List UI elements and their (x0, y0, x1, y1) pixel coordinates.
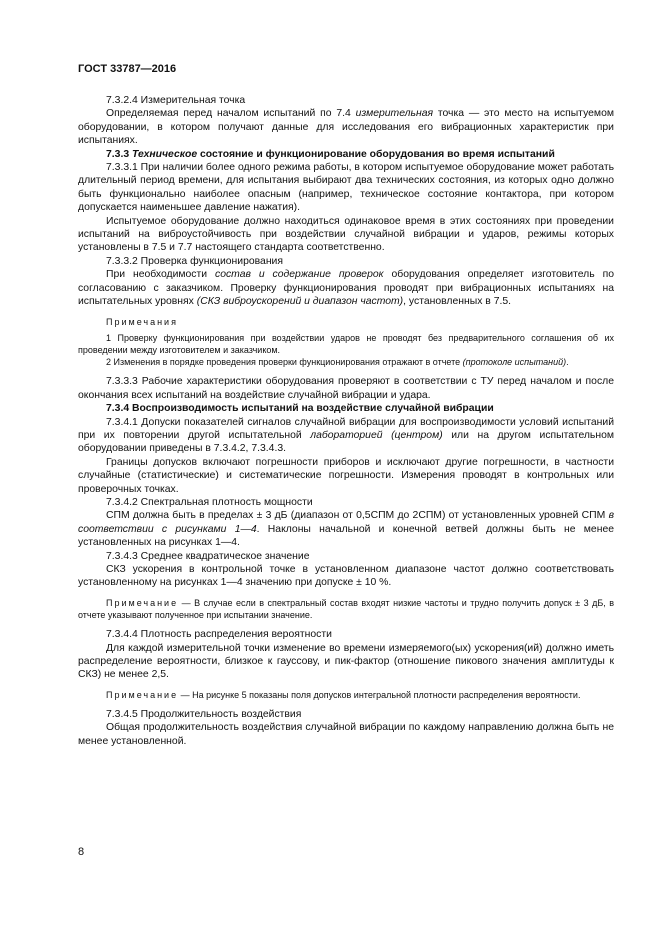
page-number: 8 (78, 846, 85, 858)
document-body (78, 94, 614, 748)
section-7-3-4-5-text: Общая продолжительность воздействия случайной вибрации по каждому направлению должна быть не менее установленной. (78, 722, 614, 747)
section-7-3-4-4-heading: 7.3.4.4 Плотность распределения вероятности (106, 629, 332, 641)
section-7-3-4-2-heading: 7.3.4.2 Спектральная плотность мощности (106, 496, 313, 508)
section-7-3-2-4-heading: 7.3.2.4 Измерительная точка (106, 95, 246, 106)
section-7-3-3-3-text: 7.3.3.3 Рабочие характеристики оборудования проверяют в соответствии с ТУ перед началом и после окончания всех испытаний на воздействие случайной вибрации и удара. (78, 376, 614, 401)
note-spectral: Примечание — В случае если в спектральный состав входят низкие частоты и трудно получить допуск ± 3 дБ, в отчете указывают полученное при испытании значение. (78, 597, 614, 621)
section-7-3-4-1-text: 7.3.4.1 Допуски показателей сигналов случайной вибрации для воспроизводимости условий испытаний при их повторении другой испытательной лабораторией (центром) или на другом испытательном оборудовании приведены в 7.3.4.2, 7.3.4.3. (78, 416, 615, 455)
notes-title: Примечания (106, 316, 178, 327)
section-7-3-4-5-heading: 7.3.4.5 Продолжительность воздействия (106, 709, 302, 721)
note-figure-5: Примечание — На рисунке 5 показаны поля допусков интегральной плотности распределения вероятности. (106, 689, 581, 700)
section-7-3-4-3-heading: 7.3.4.3 Среднее квадратическое значение (106, 550, 310, 562)
section-7-3-3-heading: 7.3.3 Техническое состояние и функционирование оборудования во время испытаний (106, 148, 555, 160)
section-7-3-2-4-text: Определяемая перед началом испытаний по 7.4 измерительная точка — это место на испытуемом оборудовании, в котором получают данные для исследования его вибрационных характеристик при испытаниях. (78, 108, 614, 147)
section-7-3-4-2-text: СПМ должна быть в пределах ± 3 дБ (диапазон от 0,5СПМ до 2СПМ) от установленных уровней СПМ в соответствии с рисунками 1—4. Наклоны начальной и конечной ветвей должны быть не менее установленных на рисунках 1—4. (78, 510, 615, 549)
section-7-3-4-heading: 7.3.4 Воспроизводимость испытаний на воздействие случайной вибрации (106, 403, 494, 415)
section-7-3-4-4-text: Для каждой измерительной точки изменение во времени измеряемого(ых) ускорения(ий) должно иметь распределение вероятности, близкое к гауссову, и пик-фактор (отношение пикового значения амплитуды к СКЗ) не менее 2,5. (78, 642, 614, 681)
note-2: 2 Изменения в порядке проведения проверки функционирования отражают в отчете (протоколе испытаний). (106, 357, 569, 368)
section-7-3-3-2-heading: 7.3.3.2 Проверка функционирования (106, 255, 283, 267)
section-7-3-3-1-text-2: Испытуемое оборудование должно находиться одинаковое время в этих состояниях при проведении испытаний на виброустойчивость при воздействии случайной вибрации и ударов, режимы которых установлены в 7.5 и 7.7 настоящего стандарта соответственно. (78, 215, 614, 254)
section-7-3-4-3-text: СКЗ ускорения в контрольной точке в установленном диапазоне частот должно соответствовать установленному на рисунках 1—4 значению при допуске ± 10 %. (78, 564, 614, 589)
section-7-3-3-1-text: 7.3.3.1 При наличии более одного режима работы, в котором испытуемое оборудование может работать длительный период времени, для испытания выбирают два технических состояния, из которых одно должно быть функционально наиболее опасным (например, техническое состояние контактора, при котором допускается наименьшее давление нажатия). (78, 162, 614, 214)
section-7-3-4-1-text-2: Границы допусков включают погрешности приборов и исключают другие погрешности, в частности случайные (статистические) и систематические погрешности. Измерения проводят в контрольных или проверочных точках. (78, 456, 614, 495)
document-header: ГОСТ 33787—2016 (78, 63, 177, 75)
note-1: 1 Проверку функционирования при воздействии ударов не проводят без предварительного соглашения об их проведении между изготовителем и заказчиком. (78, 332, 614, 355)
section-7-3-3-2-text: При необходимости состав и содержание проверок оборудования определяет изготовитель по согласованию с заказчиком. Проверку функционирования проводят при вибрационных испытаниях на испытательных уровнях (СКЗ виброускорений и диапазон частот), установленных в 7.5. (78, 269, 614, 308)
